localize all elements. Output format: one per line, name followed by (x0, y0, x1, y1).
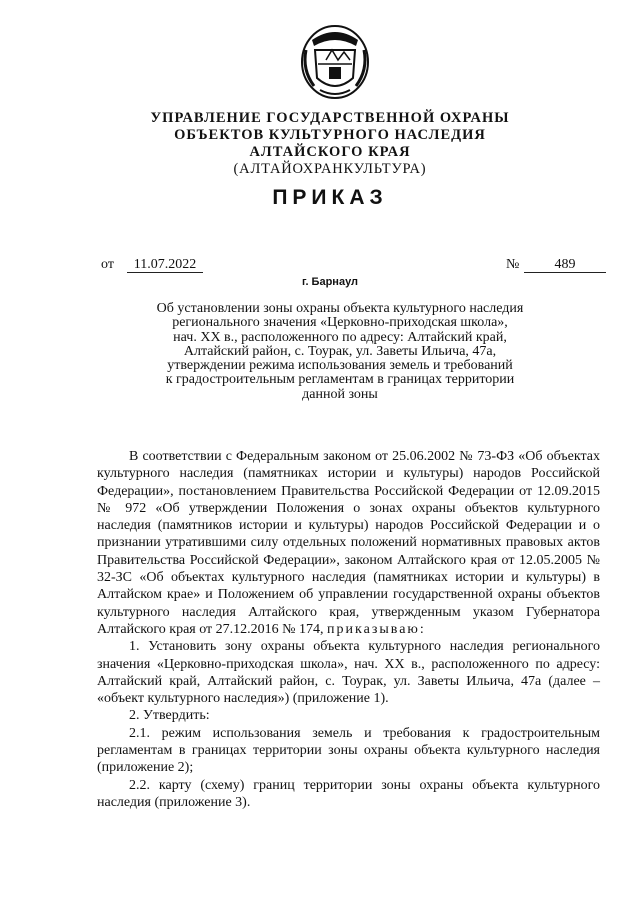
city: г. Барнаул (301, 276, 359, 288)
header-line: УПРАВЛЕНИЕ ГОСУДАРСТВЕННОЙ ОХРАНЫ (150, 110, 510, 126)
coat-of-arms-emblem (298, 20, 372, 100)
preamble-paragraph (97, 448, 600, 638)
subject-line: данной зоны (302, 386, 378, 402)
order-word: приказываю: (327, 621, 426, 637)
order-subject (100, 302, 580, 402)
issuing-authority-header (120, 110, 540, 178)
item-2: 2. Утвердить: (129, 708, 210, 724)
item-1: 1. Установить зону охраны объекта культурного наследия регионального значения «Церковно-приходская школа», нач. ХХ в., расположенного по адресу: Алтайский край, Алтайский район, с. Тоурак, ул. Заветы Ильича, 47а (далее – «объект культурного наследия») (приложение 1). (97, 639, 600, 707)
subject-line: регионального значения «Церковно-приходская школа», (172, 315, 508, 331)
header-abbreviation: (АЛТАЙОХРАНКУЛЬТУРА) (233, 161, 427, 177)
subject-line: к градостроительным регламентам в границах территории (165, 372, 515, 388)
document-title: ПРИКАЗ (272, 186, 388, 209)
subject-line: Об установлении зоны охраны объекта культурного наследия (156, 301, 524, 316)
number-label: № (506, 257, 520, 272)
header-line: АЛТАЙСКОГО КРАЯ (249, 144, 411, 160)
item-2-2: 2.2. карту (схему) границ территории зоны охраны объекта культурного наследия (приложение 3). (97, 777, 600, 810)
subject-line: утверждении режима использования земель и требований (167, 358, 513, 374)
order-body (97, 448, 600, 811)
subject-line: нач. ХХ в., расположенного по адресу: Алтайский край, (173, 329, 507, 345)
date-value: 11.07.2022 (127, 257, 203, 273)
date-label: от (101, 257, 114, 272)
order-number: 489 (524, 257, 606, 273)
item-2-1: 2.1. режим использования земель и требования к градостроительным регламентам в границах территории зоны охраны объекта культурного наследия (приложение 2); (97, 725, 600, 776)
preamble-text: В соответствии с Федеральным законом от 25.06.2002 № 73-ФЗ «Об объектах культурного наследия (памятниках истории и культуры) народов Российской Федерации», постановлением Правительства Российской Федерации от 12.09.2015 № 972 «Об утверждении Положения о зонах охраны объектов культурного наследия (памятников истории и культуры) народов Российской Федерации и о признании утратившими силу отдельных положений нормативных правовых актов Правительства Российской Федерации», законом Алтайского края от 12.05.2005 № 32-ЗС «Об объектах культурного наследия (памятниках истории и культуры) в Алтайском крае» и Положением об управлении государственной охраны объектов культурного наследия Алтайского края, утвержденным указом Губернатора Алтайского края от 27.12.2016 № 174, (97, 449, 600, 637)
subject-line: Алтайский район, с. Тоурак, ул. Заветы Ильича, 47а, (183, 343, 497, 359)
header-line: ОБЪЕКТОВ КУЛЬТУРНОГО НАСЛЕДИЯ (174, 127, 486, 143)
